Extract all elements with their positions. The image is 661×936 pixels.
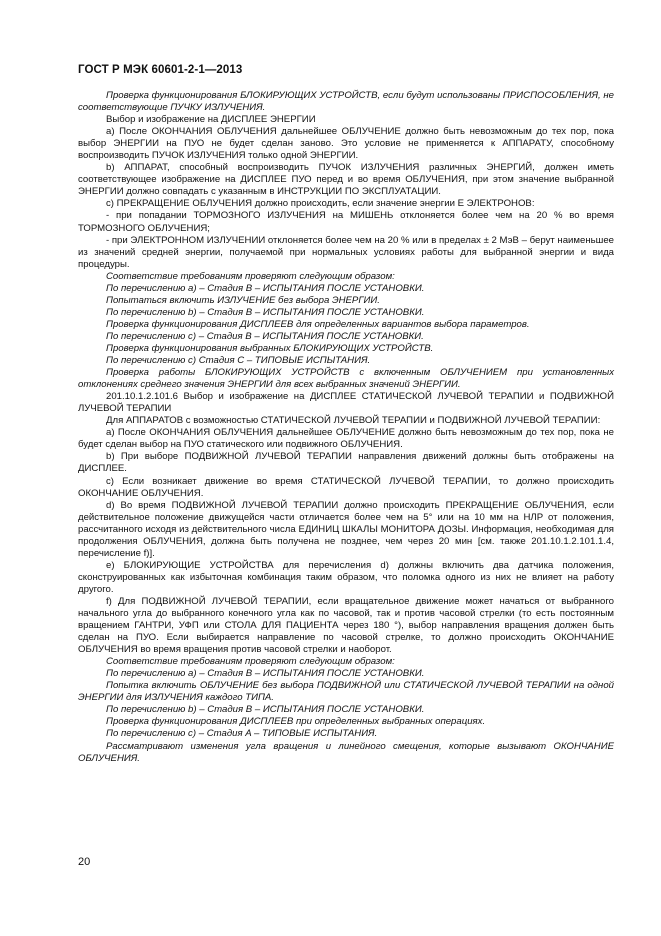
- paragraph: По перечислению c) Стадия C – ТИПОВЫЕ ИСПЫТАНИЯ.: [106, 355, 371, 367]
- document-header: ГОСТ Р МЭК 60601-2-1—2013: [78, 64, 243, 76]
- page-number: 20: [78, 856, 91, 868]
- document-body: [78, 90, 614, 765]
- paragraph: Соответствие требованиям проверяют следующим образом:: [106, 270, 395, 282]
- paragraph: Проверка функционирования ДИСПЛЕЕВ для определенных вариантов выбора параметров.: [106, 318, 530, 330]
- paragraph: - при ЭЛЕКТРОННОМ ИЗЛУЧЕНИИ отклоняется более чем на 20 % или в пределах ± 2 МэВ – берут наименьшее из значений средней энергии, получаемой при нормальных условиях работы для выбранной энергии и вида процедуры.: [78, 234, 615, 270]
- paragraph: Проверка работы БЛОКИРУЮЩИХ УСТРОЙСТВ с включенным ОБЛУЧЕНИЕМ при установленных отклонениях среднего значения ЭНЕРГИИ для всех выбранных значений ЭНЕРГИИ.: [78, 367, 614, 391]
- paragraph: По перечислению c) – Стадия A – ТИПОВЫЕ ИСПЫТАНИЯ.: [106, 728, 378, 740]
- paragraph: Для АППАРАТОВ с возможностью СТАТИЧЕСКОЙ ЛУЧЕВОЙ ТЕРАПИИ и ПОДВИЖНОЙ ЛУЧЕВОЙ ТЕРАПИИ:: [106, 415, 601, 427]
- paragraph: Выбор и изображение на ДИСПЛЕЕ ЭНЕРГИИ: [106, 114, 316, 126]
- paragraph: Рассматривают изменения угла вращения и линейного смещения, которые вызывают ОКОНЧАНИЕ ОБЛУЧЕНИЯ.: [78, 740, 614, 764]
- paragraph: Проверка функционирования ДИСПЛЕЕВ при определенных выбранных операциях.: [106, 716, 486, 728]
- paragraph: Проверка функционирования БЛОКИРУЮЩИХ УСТРОЙСТВ, если будут использованы ПРИСПОСОБЛЕНИЯ, не соответствующие ПУЧКУ ИЗЛУЧЕНИЯ.: [78, 90, 614, 114]
- paragraph: По перечислению b) – Стадия B – ИСПЫТАНИЯ ПОСЛЕ УСТАНОВКИ.: [106, 704, 425, 716]
- paragraph: d) Во время ПОДВИЖНОЙ ЛУЧЕВОЙ ТЕРАПИИ должно происходить ПРЕКРАЩЕНИЕ ОБЛУЧЕНИЯ, если действительное положение движущейся части отличается более чем на 5° или на 10 мм на НЛР от положения, рассчитанного исходя из действительного числа ЕДИНИЦ ШКАЛЫ МОНИТОРА ДОЗЫ. Информация, необходимая для продолжения ОБЛУЧЕНИЯ, должна быть получена не позднее, чем через 20 мин [см. также 201.10.1.2.101.1.4, перечисление f)].: [78, 499, 614, 559]
- paragraph: a) После ОКОНЧАНИЯ ОБЛУЧЕНИЯ дальнейшее ОБЛУЧЕНИЕ должно быть невозможным до тех пор, пока выбор ЭНЕРГИИ на ПУО не будет сделан заново. Это условие не применяется к АППАРАТУ, способному воспроизводить ПУЧОК ИЗЛУЧЕНИЯ только одной ЭНЕРГИИ.: [78, 126, 614, 162]
- paragraph: b) При выборе ПОДВИЖНОЙ ЛУЧЕВОЙ ТЕРАПИИ направления движений должны быть отображены на ДИСПЛЕЕ.: [78, 451, 614, 475]
- paragraph: c) Если возникает движение во время СТАТИЧЕСКОЙ ЛУЧЕВОЙ ТЕРАПИИ, то должно происходить ОКОНЧАНИЕ ОБЛУЧЕНИЯ.: [78, 475, 614, 499]
- paragraph: c) ПРЕКРАЩЕНИЕ ОБЛУЧЕНИЯ должно происходить, если значение энергии E ЭЛЕКТРОНОВ:: [106, 198, 535, 210]
- paragraph: f) Для ПОДВИЖНОЙ ЛУЧЕВОЙ ТЕРАПИИ, если вращательное движение может начаться от выбранного начального угла до выбранного конечного угла как по часовой, так и против часовой стрелки (то есть постоянным вращением ГАНТРИ, УФП или СТОЛА ДЛЯ ПАЦИЕНТА через 180 °), выбор направления вращения должен быть сделан на ПУО. Если выбирается направление по часовой стрелке, то должно происходить ОКОНЧАНИЕ ОБЛУЧЕНИЯ во время вращения против часовой стрелки и наоборот.: [78, 595, 614, 656]
- paragraph: Попытаться включить ИЗЛУЧЕНИЕ без выбора ЭНЕРГИИ.: [106, 294, 380, 306]
- paragraph: По перечислению b) – Стадия B – ИСПЫТАНИЯ ПОСЛЕ УСТАНОВКИ.: [106, 306, 425, 318]
- paragraph: По перечислению a) – Стадия B – ИСПЫТАНИЯ ПОСЛЕ УСТАНОВКИ.: [106, 282, 425, 294]
- paragraph: a) После ОКОНЧАНИЯ ОБЛУЧЕНИЯ дальнейшее ОБЛУЧЕНИЕ должно быть невозможным до тех пор, пока не будет сделан выбор на ПУО статического или подвижного ОБЛУЧЕНИЯ.: [78, 427, 614, 451]
- paragraph: e) БЛОКИРУЮЩИЕ УСТРОЙСТВА для перечисления d) должны включить два датчика положения, сконструированных как избыточная комбинация таким образом, что поломка одного из них не влияет на работу другого.: [78, 559, 614, 595]
- paragraph: По перечислению a) – Стадия B – ИСПЫТАНИЯ ПОСЛЕ УСТАНОВКИ.: [106, 668, 425, 680]
- paragraph: Попытка включить ОБЛУЧЕНИЕ без выбора ПОДВИЖНОЙ или СТАТИЧЕСКОЙ ЛУЧЕВОЙ ТЕРАПИИ на одной ЭНЕРГИИ для ИЗЛУЧЕНИЯ каждого ТИПА.: [78, 680, 614, 704]
- paragraph: 201.10.1.2.101.6 Выбор и изображение на ДИСПЛЕЕ СТАТИЧЕСКОЙ ЛУЧЕВОЙ ТЕРАПИИ и ПОДВИЖНОЙ ЛУЧЕВОЙ ТЕРАПИИ: [78, 391, 614, 415]
- paragraph: Проверка функционирования выбранных БЛОКИРУЮЩИХ УСТРОЙСТВ.: [106, 342, 434, 354]
- paragraph: По перечислению c) – Стадия B – ИСПЫТАНИЯ ПОСЛЕ УСТАНОВКИ.: [106, 330, 424, 342]
- paragraph: - при попадании ТОРМОЗНОГО ИЗЛУЧЕНИЯ на МИШЕНЬ отклоняется более чем на 20 % во время ТОРМОЗНОГО ОБЛУЧЕНИЯ;: [78, 210, 614, 234]
- paragraph: b) АППАРАТ, способный воспроизводить ПУЧОК ИЗЛУЧЕНИЯ различных ЭНЕРГИЙ, должен иметь соответствующее изображение на ДИСПЛЕЕ ПУО перед и во время ОБЛУЧЕНИЯ, при этом значение выбранной ЭНЕРГИИ должно совпадать с указанным в ИНСТРУКЦИИ ПО ЭКСПЛУАТАЦИИ.: [78, 162, 614, 198]
- paragraph: Соответствие требованиям проверяют следующим образом:: [106, 656, 395, 668]
